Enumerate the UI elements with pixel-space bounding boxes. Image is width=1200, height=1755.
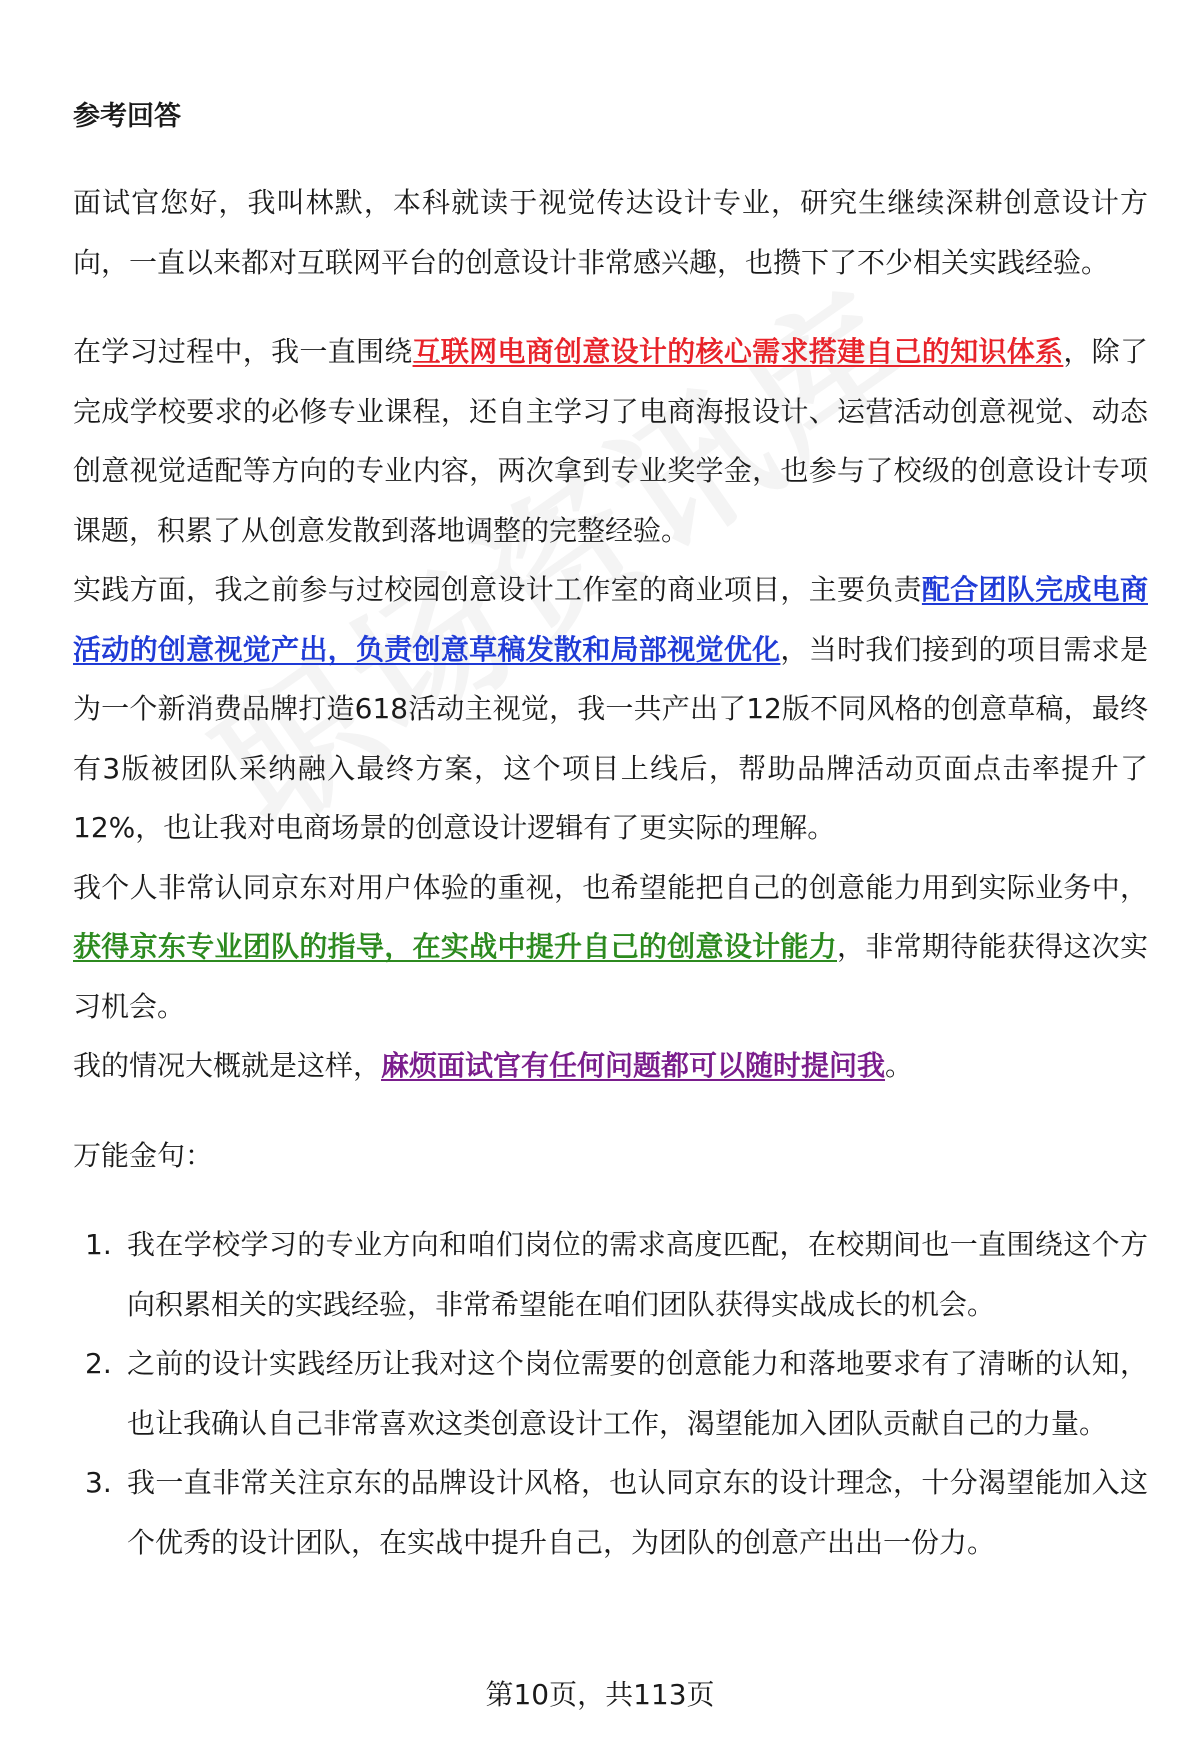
list-item: [73, 1453, 1148, 1572]
practice-highlight: 配合团队完成电商活动的创意视觉产出，负责创意草稿发散和局部视觉优化: [73, 573, 1148, 666]
study-text-post: ，除了完成学校要求的必修专业课程，还自主学习了电商海报设计、运营活动创意视觉、动态创意视觉适配等方向的专业内容，两次拿到专业奖学金，也参与了校级的创意设计专项课题，积累了从创意发散到落地调整的完整经验。: [73, 335, 1148, 547]
list-item: [73, 1215, 1148, 1334]
motivation-text-pre: 我个人非常认同京东对用户体验的重视，也希望能把自己的创意能力用到实际业务中，: [73, 870, 1148, 904]
paragraph-gap: [73, 1185, 1148, 1215]
section-heading: 参考回答: [73, 101, 181, 132]
motivation-text-post: ，非常期待能获得这次实习机会。: [73, 930, 1148, 1023]
list-item-number: 3.: [85, 1466, 112, 1499]
list-item-number: 1.: [85, 1228, 112, 1261]
study-paragraph: [73, 322, 1148, 560]
list-item-text: 之前的设计实践经历让我对这个岗位需要的创意能力和落地要求有了清晰的认知，也让我确认自己非常喜欢这类创意设计工作，渴望能加入团队贡献自己的力量。: [127, 1347, 1148, 1440]
golden-sentences-title: 万能金句：: [73, 1138, 214, 1172]
list-item-text: 我一直非常关注京东的品牌设计风格，也认同京东的设计理念，十分渴望能加入这个优秀的设计团队，在实战中提升自己，为团队的创意产出出一份力。: [127, 1466, 1148, 1559]
closing-text-post: 。: [885, 1049, 914, 1082]
practice-text-post: ，当时我们接到的项目需求是为一个新消费品牌打造618活动主视觉，我一共产出了12版不同风格的创意草稿，最终有3版被团队采纳融入最终方案，这个项目上线后，帮助品牌活动页面点击率提升了12%，也让我对电商场景的创意设计逻辑有了更实际的理解。: [73, 632, 1148, 844]
content-area: [73, 95, 1148, 1572]
paragraph-gap: [73, 292, 1148, 322]
page-footer: 第10页，共113页: [485, 1678, 715, 1711]
list-item: [73, 1334, 1148, 1453]
paragraph-gap: [73, 1096, 1148, 1126]
motivation-paragraph: [73, 858, 1148, 1037]
golden-sentences-list: [73, 1215, 1148, 1572]
closing-highlight: 麻烦面试官有任何问题都可以随时提问我: [381, 1049, 886, 1082]
study-text-pre: 在学习过程中，我一直围绕: [73, 335, 413, 368]
practice-text-pre: 实践方面，我之前参与过校园创意设计工作室的商业项目，主要负责: [73, 573, 922, 606]
list-item-text: 我在学校学习的专业方向和咱们岗位的需求高度匹配，在校期间也一直围绕这个方向积累相关的实践经验，非常希望能在咱们团队获得实战成长的机会。: [127, 1228, 1148, 1321]
motivation-highlight: 获得京东专业团队的指导，在实战中提升自己的创意设计能力: [73, 930, 838, 963]
practice-paragraph: [73, 560, 1148, 858]
list-item-number: 2.: [85, 1347, 112, 1380]
study-highlight: 互联网电商创意设计的核心需求搭建自己的知识体系: [412, 335, 1064, 368]
intro-paragraph: 面试官您好，我叫林默，本科就读于视觉传达设计专业，研究生继续深耕创意设计方向，一直以来都对互联网平台的创意设计非常感兴趣，也攒下了不少相关实践经验。: [73, 186, 1148, 279]
closing-text-pre: 我的情况大概就是这样，: [73, 1049, 382, 1082]
closing-paragraph: [73, 1036, 1148, 1096]
